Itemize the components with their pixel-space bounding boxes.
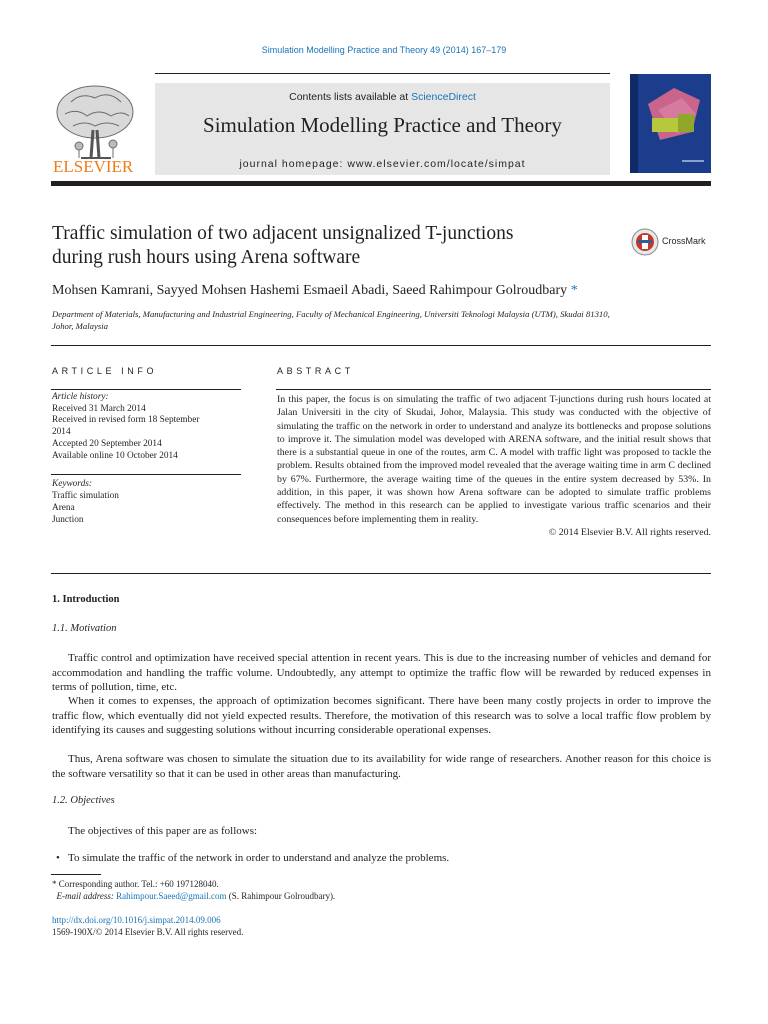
bullet-mark: • bbox=[56, 852, 60, 864]
body-paragraph bbox=[52, 824, 711, 839]
keyword: Traffic simulation bbox=[52, 491, 119, 501]
header-thick-rule bbox=[51, 181, 711, 186]
footnote-text: Corresponding author. Tel.: +60 197128040. bbox=[58, 879, 219, 889]
list-item-text: To simulate the traffic of the network in order to understand and analyze the problems. bbox=[68, 852, 450, 864]
footnote-corresponding bbox=[52, 878, 712, 890]
article-title-line: Traffic simulation of two adjacent unsignalized T-junctions bbox=[52, 223, 514, 244]
authors-text: Mohsen Kamrani, Sayyed Mohsen Hashemi Esmaeil Abadi, Saeed Rahimpour Golroudbary bbox=[52, 283, 568, 298]
online-date: Available online 10 October 2014 bbox=[52, 450, 178, 461]
abstract-text: In this paper, the focus is on simulating the traffic of two adjacent T-junctions during rush hours located at Jalan Universiti in the city of Skudai, Johor, Malaysia. This study was conducted with the objective of simulating the traffic on the network in order to understand and analyze its bottlenecks and propose solutions to improve it. The simulation model was developed with ARENA software, and the initial result shows that there is a substantial queue in one of the routes, arm C. A model with traffic light was proposed to tackle the problem. Results obtained from the improved model revealed that the average waiting time in arm C declined by 67%. Furthermore, the average waiting time of the queues in the entire system decreased by 53%. In addition, in this paper, it was shown how Arena software can be adopted to simulate traffic problems effectively. The method in this research can be applied to investigate various traffic scenarios and their consequences before implementing them in reality. bbox=[277, 394, 711, 525]
journal-homepage[interactable]: journal homepage: www.elsevier.com/locate/simpat bbox=[239, 158, 526, 170]
crossmark-label: CrossMark bbox=[662, 236, 706, 246]
received-date: Received 31 March 2014 bbox=[52, 403, 146, 414]
crossmark-badge[interactable] bbox=[630, 227, 712, 257]
subsection-heading: 1.1. Motivation bbox=[52, 623, 117, 634]
sciencedirect-link[interactable]: ScienceDirect bbox=[411, 91, 476, 103]
accepted-date: Accepted 20 September 2014 bbox=[52, 438, 162, 449]
revised-date: Received in revised form 18 September bbox=[52, 415, 200, 426]
article-history bbox=[52, 392, 242, 462]
divider bbox=[51, 573, 711, 574]
body-paragraph bbox=[52, 651, 711, 695]
journal-header bbox=[51, 73, 711, 186]
divider bbox=[276, 389, 711, 390]
keywords-label: Keywords: bbox=[52, 479, 92, 489]
paragraph-text: Traffic control and optimization have received special attention in recent years. This is due to the increasing number of vehicles and demand for accommodation and handling the traffic volume. Undoubtedly, any attempt to optimize the traffic flow will be rewarded by reduced expenses in terms of pollution, time, etc. bbox=[52, 652, 711, 693]
journal-citation[interactable]: Simulation Modelling Practice and Theory 49 (2014) 167–179 bbox=[261, 45, 507, 55]
abstract-body bbox=[277, 393, 711, 539]
affiliation bbox=[52, 308, 712, 332]
article-title bbox=[52, 222, 612, 270]
divider bbox=[51, 389, 241, 390]
list-item bbox=[56, 852, 706, 864]
author-list bbox=[52, 283, 712, 299]
section-heading: 1. Introduction bbox=[52, 594, 120, 605]
corresponding-author-link[interactable]: * bbox=[570, 283, 578, 298]
paragraph-text: The objectives of this paper are as follows: bbox=[68, 825, 258, 837]
journal-cover-image[interactable] bbox=[630, 74, 711, 173]
email-label: E-mail address: bbox=[56, 891, 114, 902]
divider bbox=[51, 474, 241, 475]
body-paragraph bbox=[52, 694, 711, 738]
footnote-rule bbox=[51, 874, 101, 875]
revised-date-year: 2014 bbox=[52, 427, 71, 438]
email-owner: (S. Rahimpour Golroudbary). bbox=[228, 891, 336, 902]
divider bbox=[51, 345, 711, 346]
contents-prefix: Contents lists available at bbox=[289, 91, 412, 103]
journal-title: Simulation Modelling Practice and Theory bbox=[203, 113, 562, 137]
contents-line bbox=[155, 91, 610, 103]
subsection-heading: 1.2. Objectives bbox=[52, 795, 115, 806]
header-rule bbox=[155, 73, 610, 74]
keyword: Arena bbox=[52, 503, 75, 513]
footnote-mark: * bbox=[52, 879, 57, 889]
keyword: Junction bbox=[52, 515, 84, 525]
email-link[interactable]: Rahimpour.Saeed@gmail.com bbox=[116, 891, 227, 902]
history-label: Article history: bbox=[52, 392, 109, 402]
article-info-heading: ARTICLE INFO bbox=[52, 366, 158, 376]
issn-line: 1569-190X/© 2014 Elsevier B.V. All rights reserved. bbox=[52, 927, 244, 937]
body-paragraph bbox=[52, 752, 711, 781]
article-title-line: during rush hours using Arena software bbox=[52, 247, 361, 268]
affiliation-line: Johor, Malaysia bbox=[52, 321, 108, 331]
paragraph-text: Thus, Arena software was chosen to simulate the situation due to its availability for wide range of researchers. Another reason for this choice is the software versatility so that it can be used in other areas than manufacturing. bbox=[52, 753, 711, 780]
affiliation-line: Department of Materials, Manufacturing and Industrial Engineering, Faculty of Mechanical Engineering, Universiti Teknologi Malaysia (UTM), Skudai 81310, bbox=[52, 309, 610, 319]
footnote-email bbox=[52, 890, 712, 902]
keywords bbox=[52, 478, 242, 526]
abstract-heading: ABSTRACT bbox=[277, 366, 354, 376]
paragraph-text: When it comes to expenses, the approach of optimization becomes significant. There have been many costly projects in order to improve the traffic flow, which eventually did not yield expected results. Therefore, the motivation of this research was to solve a local traffic flow problem by identifying its causes and suggesting solutions without incurring considerable operational expenses. bbox=[52, 695, 711, 736]
footnotes bbox=[52, 878, 712, 902]
abstract-copyright: © 2014 Elsevier B.V. All rights reserved. bbox=[548, 526, 711, 538]
crossmark-icon bbox=[630, 227, 660, 257]
journal-banner bbox=[155, 83, 610, 175]
doi-link[interactable]: http://dx.doi.org/10.1016/j.simpat.2014.09.006 bbox=[52, 915, 221, 925]
elsevier-wordmark[interactable]: ELSEVIER bbox=[53, 157, 134, 176]
